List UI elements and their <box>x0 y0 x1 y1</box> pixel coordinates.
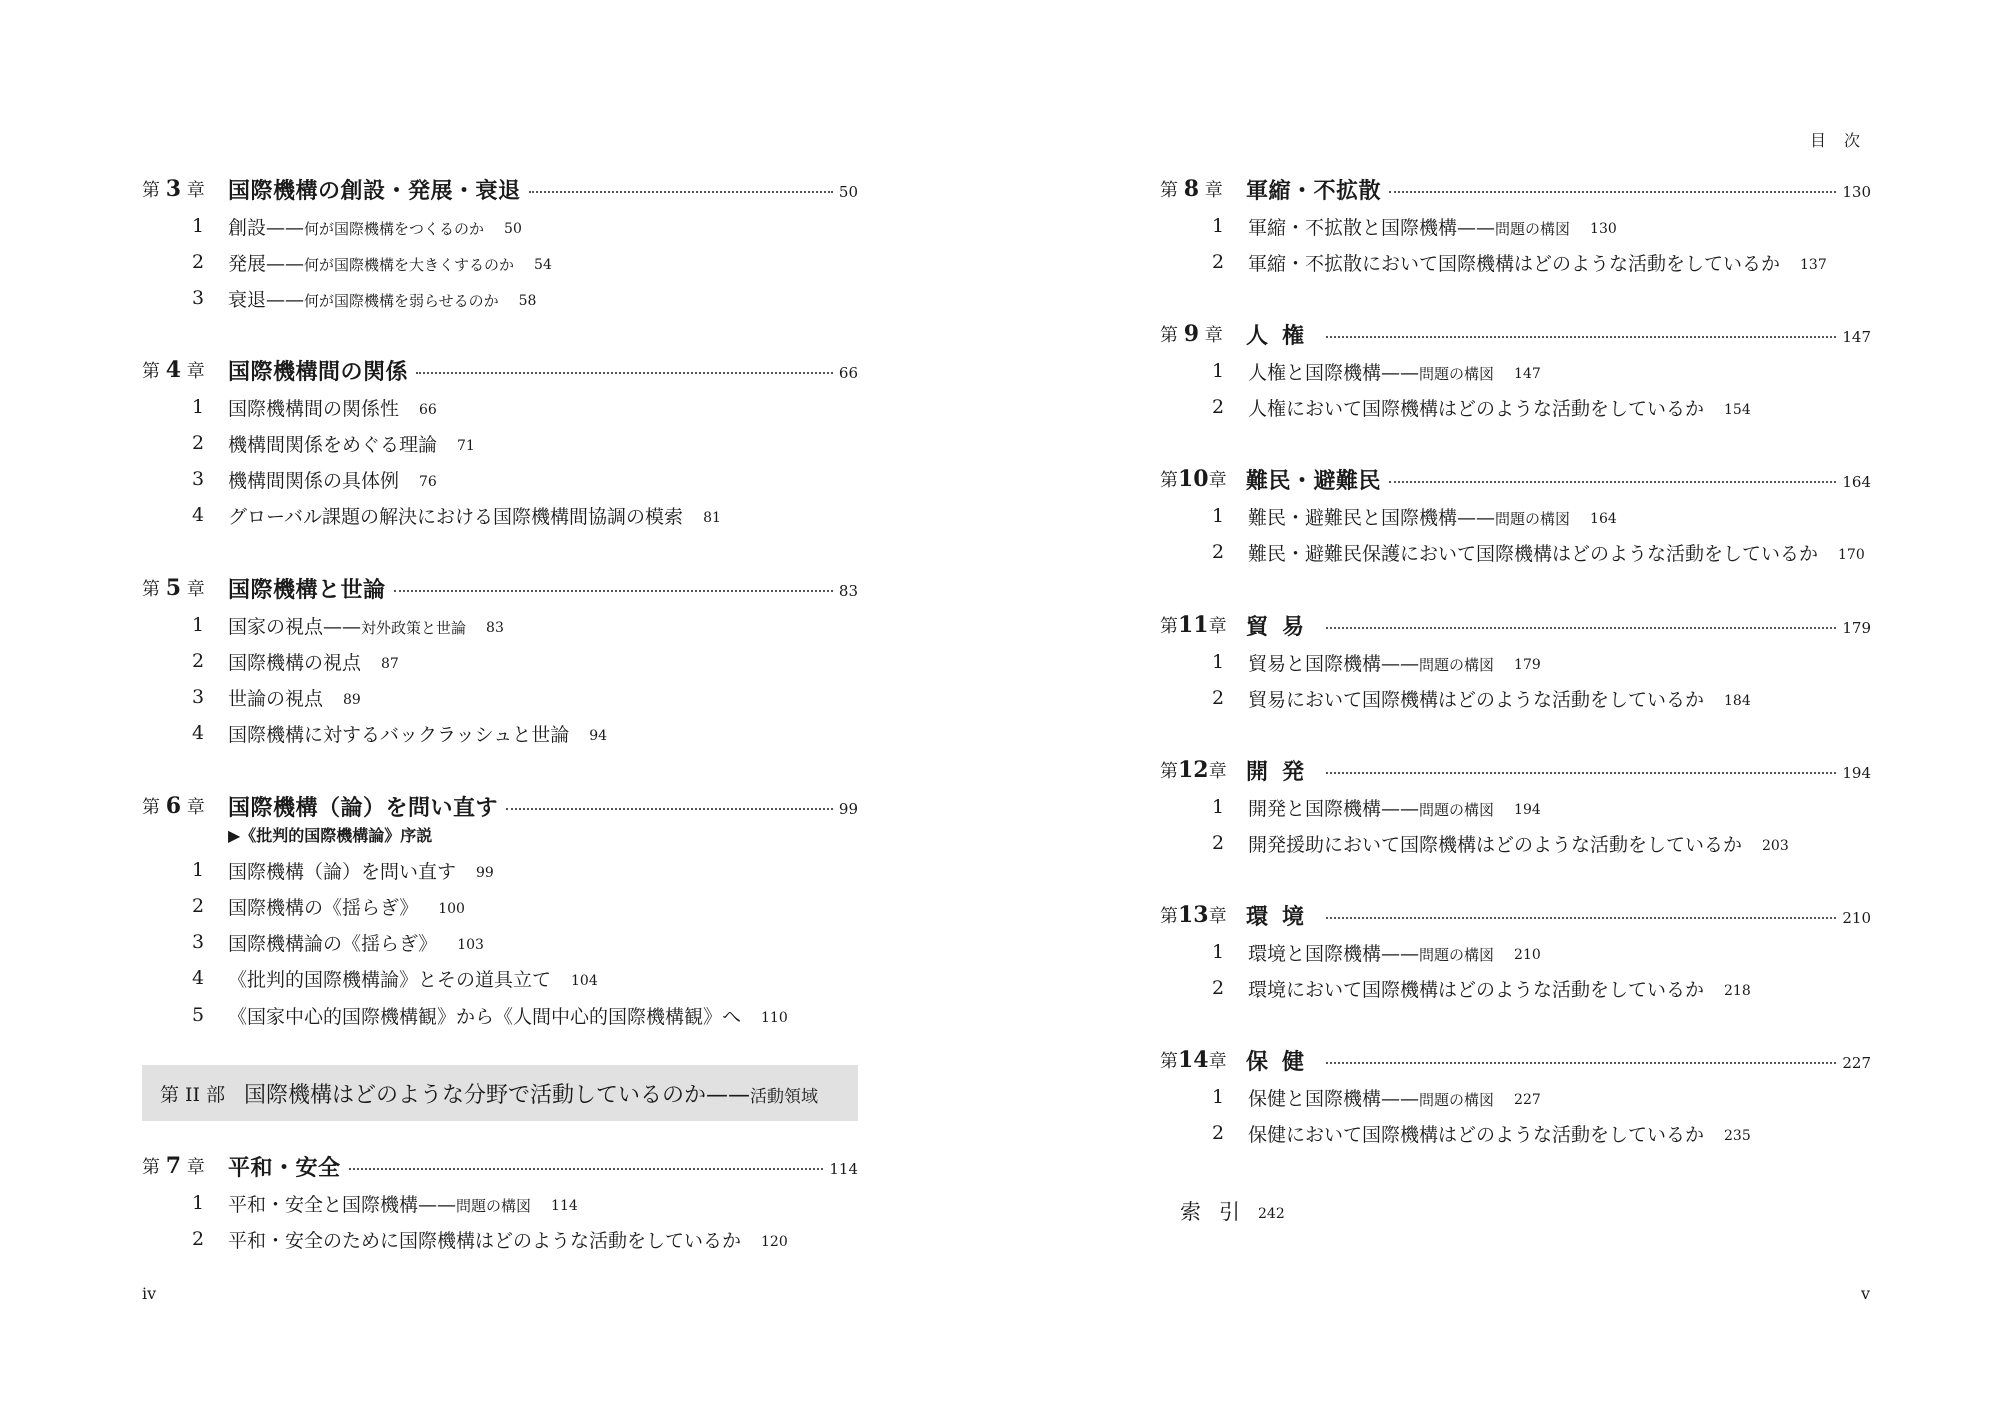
chapter-6[interactable] <box>142 788 858 824</box>
part-title: 国際機構はどのような分野で活動しているのか——活動領域 <box>244 1082 819 1108</box>
section-entry[interactable] <box>1212 1115 1751 1151</box>
dot-leader <box>1389 481 1836 483</box>
chapter-number: 第 7 章 <box>142 1153 205 1179</box>
section-entry[interactable] <box>192 1221 788 1257</box>
section-entry[interactable] <box>192 643 399 679</box>
section-number: 2 <box>1212 1122 1225 1144</box>
chapter-page: 147 <box>1842 328 1871 346</box>
section-page: 89 <box>343 692 361 708</box>
section-page: 58 <box>518 293 537 309</box>
section-title: 人権において国際機構はどのような活動をしているか <box>1248 397 1705 420</box>
section-title: 国家の視点——対外政策と世論 <box>228 615 467 638</box>
section-page: 164 <box>1590 511 1617 527</box>
section-title: 軍縮・不拡散と国際機構——問題の構図 <box>1248 216 1571 239</box>
section-number: 2 <box>192 432 205 454</box>
section-number: 2 <box>192 251 205 273</box>
chapter-3[interactable] <box>142 171 858 207</box>
section-number: 1 <box>1212 941 1225 963</box>
section-page: 76 <box>419 474 437 490</box>
section-entry[interactable] <box>192 607 504 643</box>
section-title: 難民・避難民保護において国際機構はどのような活動をしているか <box>1248 542 1819 565</box>
section-title: 衰退——何が国際機構を弱らせるのか <box>228 288 499 311</box>
section-entry[interactable] <box>1212 498 1617 534</box>
section-entry[interactable] <box>192 1185 578 1221</box>
chapter-title: 環境 <box>1246 904 1319 930</box>
section-page: 100 <box>438 901 465 917</box>
dot-leader <box>1389 191 1836 193</box>
section-page: 137 <box>1800 257 1827 273</box>
chapter-9[interactable] <box>1160 316 1871 352</box>
section-title: 《批判的国際機構論》とその道具立て <box>228 968 552 991</box>
section-entry[interactable] <box>1212 534 1865 570</box>
chapter-title: 貿易 <box>1246 614 1319 640</box>
section-number: 1 <box>1212 1086 1225 1108</box>
chapter-page: 50 <box>838 183 858 201</box>
section-page: 94 <box>589 728 608 744</box>
section-page: 120 <box>761 1234 788 1250</box>
section-title: 国際機構の《揺らぎ》 <box>228 896 419 919</box>
section-number: 4 <box>192 722 205 744</box>
section-number: 1 <box>192 215 205 237</box>
section-title: 国際機構間の関係性 <box>228 397 400 420</box>
section-title: 開発と国際機構——問題の構図 <box>1248 797 1495 820</box>
section-page: 184 <box>1724 693 1751 709</box>
chapter-title: 国際機構間の関係 <box>228 359 409 385</box>
chapter-title: 国際機構の創設・発展・衰退 <box>228 178 521 204</box>
section-entry[interactable] <box>1212 825 1789 861</box>
section-page: 87 <box>381 656 399 672</box>
section-number: 1 <box>1212 796 1225 818</box>
section-page: 227 <box>1514 1092 1541 1108</box>
section-title: 創設——何が国際機構をつくるのか <box>228 216 485 239</box>
section-entry[interactable] <box>192 888 465 924</box>
section-title: 環境と国際機構——問題の構図 <box>1248 942 1495 965</box>
section-title: 国際機構に対するバックラッシュと世論 <box>228 723 570 746</box>
section-title: 機構間関係の具体例 <box>228 469 400 492</box>
chapter-11[interactable] <box>1160 607 1871 643</box>
section-number: 1 <box>192 614 205 636</box>
chapter-page: 99 <box>838 800 858 818</box>
section-number: 3 <box>192 287 205 309</box>
section-title: 発展——何が国際機構を大きくするのか <box>228 252 515 275</box>
section-title: 貿易において国際機構はどのような活動をしているか <box>1248 688 1705 711</box>
index-entry[interactable] <box>1180 1193 1285 1229</box>
section-page: 194 <box>1514 802 1541 818</box>
chapter-number: 第 5 章 <box>142 575 205 601</box>
section-title: 平和・安全と国際機構——問題の構図 <box>228 1193 532 1216</box>
section-page: 218 <box>1724 983 1751 999</box>
chapter-number: 第10章 <box>1160 466 1227 492</box>
section-entry[interactable] <box>192 715 607 751</box>
section-title: 開発援助において国際機構はどのような活動をしているか <box>1248 833 1743 856</box>
chapter-page: 227 <box>1842 1054 1871 1072</box>
section-page: 99 <box>476 865 494 881</box>
section-title: 軍縮・不拡散において国際機構はどのような活動をしているか <box>1248 252 1781 275</box>
section-number: 3 <box>192 686 205 708</box>
section-number: 3 <box>192 931 205 953</box>
chapter-number: 第11章 <box>1160 612 1227 638</box>
section-title: 国際機構（論）を問い直す <box>228 860 457 883</box>
chapter-number: 第 9 章 <box>1160 321 1223 347</box>
chapter-title: 難民・避難民 <box>1246 468 1382 494</box>
part-number: 第 II 部 <box>160 1083 226 1106</box>
section-number: 1 <box>1212 360 1225 382</box>
dot-leader <box>349 1168 824 1170</box>
chapter-title: 軍縮・不拡散 <box>1246 178 1382 204</box>
section-number: 4 <box>192 504 205 526</box>
dot-leader <box>529 191 833 193</box>
section-page: 210 <box>1514 947 1541 963</box>
section-entry[interactable] <box>192 280 536 316</box>
section-page: 81 <box>703 510 721 526</box>
section-number: 4 <box>192 967 205 989</box>
section-title: 人権と国際機構——問題の構図 <box>1248 361 1495 384</box>
chapter-number: 第 8 章 <box>1160 176 1223 202</box>
chapter-number: 第13章 <box>1160 902 1227 928</box>
section-entry[interactable] <box>1212 970 1751 1006</box>
chapter-page: 210 <box>1842 909 1871 927</box>
chapter-title: 保健 <box>1246 1049 1319 1075</box>
section-number: 3 <box>192 468 205 490</box>
section-page: 170 <box>1838 547 1865 563</box>
section-number: 2 <box>1212 687 1225 709</box>
section-title: 難民・避難民と国際機構——問題の構図 <box>1248 506 1571 529</box>
chapter-number: 第12章 <box>1160 757 1227 783</box>
section-title: 《国家中心的国際機構観》から《人間中心的国際機構観》へ <box>228 1005 742 1028</box>
section-entry[interactable] <box>1212 244 1827 280</box>
section-page: 114 <box>551 1198 578 1214</box>
page-number: iv <box>142 1284 157 1303</box>
section-page: 71 <box>457 438 475 454</box>
section-title: 環境において国際機構はどのような活動をしているか <box>1248 978 1705 1001</box>
chapter-page: 66 <box>838 364 858 382</box>
chapter-number: 第 6 章 <box>142 793 205 819</box>
section-page: 130 <box>1590 221 1617 237</box>
section-number: 2 <box>192 1228 205 1250</box>
section-page: 54 <box>534 257 552 273</box>
section-entry[interactable] <box>1212 680 1751 716</box>
section-number: 2 <box>1212 977 1225 999</box>
chapter-page: 179 <box>1842 619 1871 637</box>
section-entry[interactable] <box>1212 208 1617 244</box>
section-title: グローバル課題の解決における国際機構間協調の模索 <box>228 505 684 528</box>
dot-leader <box>1326 772 1836 774</box>
section-entry[interactable] <box>192 425 475 461</box>
right-page <box>1000 0 2000 1416</box>
section-entry[interactable] <box>1212 789 1541 825</box>
chapter-title: 開発 <box>1246 759 1319 785</box>
section-title: 機構間関係をめぐる理論 <box>228 433 438 456</box>
chapter-8[interactable] <box>1160 171 1871 207</box>
part-heading[interactable] <box>142 1065 858 1121</box>
dot-leader <box>1326 627 1836 629</box>
section-entry[interactable] <box>192 924 484 960</box>
section-number: 2 <box>1212 396 1225 418</box>
section-page: 203 <box>1762 838 1789 854</box>
section-entry[interactable] <box>192 389 437 425</box>
section-page: 110 <box>761 1010 788 1026</box>
section-number: 2 <box>1212 541 1225 563</box>
section-title: 平和・安全のために国際機構はどのような活動をしているか <box>228 1229 742 1252</box>
chapter-4[interactable] <box>142 352 858 388</box>
chapter-7[interactable] <box>142 1148 858 1184</box>
section-entry[interactable] <box>192 679 361 715</box>
chapter-page: 114 <box>829 1160 858 1178</box>
chapter-subtitle: ▶《批判的国際機構論》序説 <box>228 825 433 845</box>
section-number: 1 <box>192 1192 205 1214</box>
section-entry[interactable] <box>1212 353 1541 389</box>
section-number: 2 <box>192 650 205 672</box>
section-entry[interactable] <box>1212 389 1751 425</box>
chapter-13[interactable] <box>1160 897 1871 933</box>
chapter-title: 国際機構と世論 <box>228 577 386 603</box>
section-number: 2 <box>192 895 205 917</box>
section-entry[interactable] <box>192 461 437 497</box>
section-page: 179 <box>1514 657 1541 673</box>
section-entry[interactable] <box>1212 644 1541 680</box>
chapter-title: 平和・安全 <box>228 1155 341 1181</box>
section-page: 83 <box>486 620 504 636</box>
chapter-page: 83 <box>838 582 858 600</box>
dot-leader <box>1326 917 1836 919</box>
section-entry[interactable] <box>192 852 494 888</box>
section-page: 147 <box>1514 366 1541 382</box>
chapter-page: 164 <box>1842 473 1871 491</box>
index-label: 索引 <box>1180 1200 1258 1224</box>
section-page: 104 <box>571 973 598 989</box>
section-entry[interactable] <box>1212 934 1541 970</box>
chapter-title: 国際機構（論）を問い直す <box>228 795 499 821</box>
section-entry[interactable] <box>192 208 522 244</box>
chapter-10[interactable] <box>1160 461 1871 497</box>
chapter-number: 第14章 <box>1160 1047 1227 1073</box>
index-page: 242 <box>1258 1206 1285 1222</box>
section-page: 103 <box>457 937 484 953</box>
section-title: 保健において国際機構はどのような活動をしているか <box>1248 1123 1705 1146</box>
chapter-page: 194 <box>1842 764 1871 782</box>
section-entry[interactable] <box>192 997 788 1033</box>
chapter-12[interactable] <box>1160 752 1871 788</box>
section-entry[interactable] <box>1212 1079 1541 1115</box>
section-number: 5 <box>192 1004 205 1026</box>
section-page: 66 <box>419 402 437 418</box>
dot-leader <box>506 808 833 810</box>
section-page: 154 <box>1724 402 1751 418</box>
dot-leader <box>1326 336 1836 338</box>
section-entry[interactable] <box>192 497 721 533</box>
section-title: 国際機構の視点 <box>228 651 362 674</box>
chapter-title: 人権 <box>1246 323 1319 349</box>
dot-leader <box>394 590 833 592</box>
chapter-number: 第 4 章 <box>142 357 205 383</box>
section-number: 2 <box>1212 832 1225 854</box>
chapter-number: 第 3 章 <box>142 176 205 202</box>
section-entry[interactable] <box>192 244 552 280</box>
section-title: 世論の視点 <box>228 687 324 710</box>
page-number: v <box>1861 1284 1871 1303</box>
section-number: 1 <box>192 859 205 881</box>
section-number: 1 <box>1212 505 1225 527</box>
section-entry[interactable] <box>192 960 598 996</box>
section-page: 235 <box>1724 1128 1751 1144</box>
section-title: 貿易と国際機構——問題の構図 <box>1248 652 1495 675</box>
section-number: 2 <box>1212 251 1225 273</box>
dot-leader <box>416 372 833 374</box>
section-title: 保健と国際機構——問題の構図 <box>1248 1087 1495 1110</box>
section-page: 50 <box>504 221 522 237</box>
dot-leader <box>1326 1062 1836 1064</box>
section-title: 国際機構論の《揺らぎ》 <box>228 932 438 955</box>
chapter-page: 130 <box>1842 183 1871 201</box>
section-number: 1 <box>192 396 205 418</box>
chapter-5[interactable] <box>142 570 858 606</box>
running-head: 目次 <box>1810 131 1879 150</box>
section-number: 1 <box>1212 651 1225 673</box>
section-number: 1 <box>1212 215 1225 237</box>
chapter-14[interactable] <box>1160 1042 1871 1078</box>
